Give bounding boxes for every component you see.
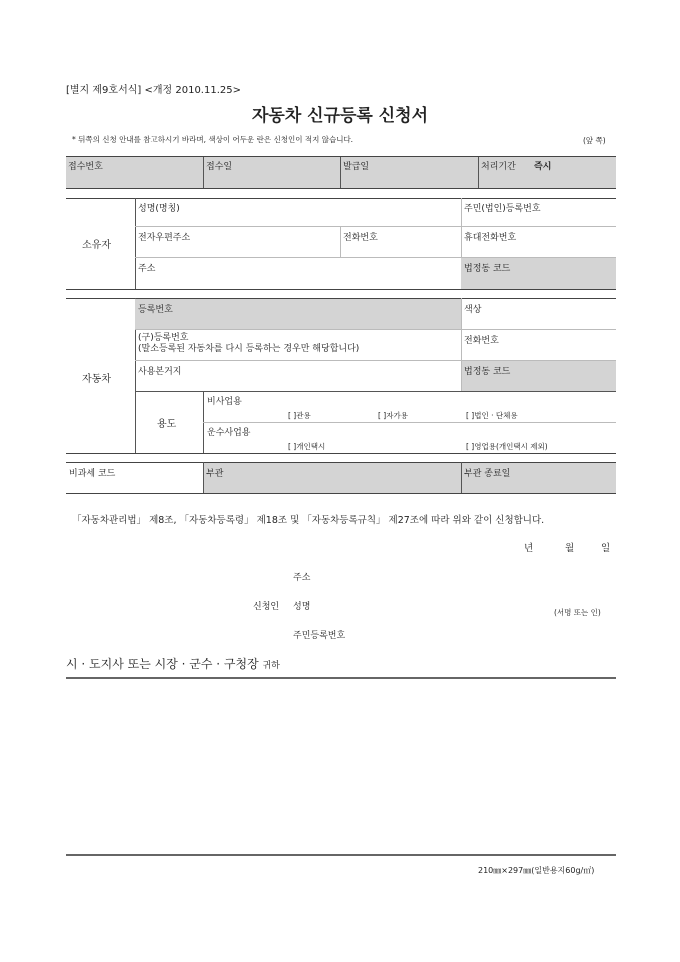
issue-date-label: 발급일 (343, 162, 370, 172)
owner-section-label: 소유자 (82, 240, 111, 251)
option-taxi[interactable]: [ ]개인택시 (288, 442, 326, 451)
vehicle-phone-field[interactable] (461, 330, 616, 360)
tax-code-label: 비과세 코드 (69, 469, 116, 479)
old-reg-note: (말소등록된 자동차를 다시 등록하는 경우만 해당합니다) (138, 344, 360, 354)
recipient (66, 655, 280, 672)
statement: 「자동차관리법」 제8조, 「자동차등록령」 제18조 및 「자동차등록규칙」 제27조에 따라 위와 같이 신청합니다. (72, 515, 545, 526)
owner-id-field[interactable] (461, 198, 616, 226)
old-reg-label: (구)등록번호 (138, 333, 189, 343)
note: * 뒤쪽의 신청 안내를 참고하시기 바라며, 색상이 어두운 란은 신청인이 적지 않습니다. (72, 135, 354, 144)
recipient-suffix: 귀하 (262, 661, 280, 671)
divider (66, 854, 616, 856)
condition-end-field (461, 463, 616, 493)
owner-email-field[interactable] (135, 227, 340, 257)
applicant-name-label: 성명 (293, 602, 311, 612)
paper-size: 210㎜×297㎜(일반용지60g/㎡) (478, 866, 595, 875)
base-location-field[interactable] (135, 361, 461, 391)
receipt-no-label: 접수번호 (68, 162, 103, 172)
owner-name-label: 성명(명칭) (138, 204, 180, 214)
date-month: 월 (565, 543, 575, 554)
reg-number-field (135, 299, 461, 329)
condition-field (203, 463, 461, 493)
period-value: 즉시 (534, 162, 552, 172)
option-private[interactable]: [ ]자가용 (378, 411, 408, 420)
receipt-date-label: 접수일 (206, 162, 233, 172)
old-reg-field[interactable] (135, 330, 461, 360)
biz-label: 운수사업용 (207, 428, 251, 438)
vehicle-code-field (461, 361, 616, 391)
owner-name-field[interactable] (135, 198, 461, 226)
side-label: (앞 쪽) (583, 136, 606, 145)
period-label: 처리기간 (481, 162, 516, 172)
condition-end-label: 부관 종료일 (464, 469, 511, 479)
applicant-label: 신청인 (253, 602, 280, 612)
color-field[interactable] (461, 299, 616, 329)
owner-phone-label: 전화번호 (343, 233, 378, 243)
date-year: 년 (524, 543, 534, 554)
owner-mobile-field[interactable] (461, 227, 616, 257)
applicant-address-label: 주소 (293, 573, 311, 583)
tax-code-field (66, 463, 203, 493)
applicant-id-label: 주민등록번호 (293, 631, 346, 641)
vehicle-code-label: 법정동 코드 (464, 367, 511, 377)
vehicle-phone-label: 전화번호 (464, 336, 499, 346)
owner-code-label: 법정동 코드 (464, 264, 511, 274)
owner-phone-field[interactable] (340, 227, 461, 257)
owner-code-field (461, 258, 616, 289)
owner-address-label: 주소 (138, 264, 156, 274)
condition-label: 부관 (206, 469, 224, 479)
owner-email-label: 전자우편주소 (138, 233, 191, 243)
vehicle-section-label: 자동차 (82, 374, 111, 385)
use-label: 용도 (157, 419, 177, 430)
owner-address-field[interactable] (135, 258, 461, 289)
base-location-label: 사용본거지 (138, 367, 182, 377)
color-label: 색상 (464, 305, 482, 315)
option-gov[interactable]: [ ]관용 (288, 411, 311, 420)
owner-id-label: 주민(법인)등록번호 (464, 204, 541, 214)
option-commercial[interactable]: [ ]영업용(개인택시 제외) (466, 442, 548, 451)
recipient-name: 시 · 도지사 또는 시장 · 군수 · 구청장 (66, 657, 259, 671)
signature-label: (서명 또는 인) (554, 608, 601, 617)
form-number: [별지 제9호서식] <개정 2010.11.25> (66, 85, 241, 96)
nonbiz-label: 비사업용 (207, 397, 242, 407)
option-corp[interactable]: [ ]법인 · 단체용 (466, 411, 518, 420)
reg-number-label: 등록번호 (138, 305, 173, 315)
page-title: 자동차 신규등록 신청서 (251, 106, 429, 126)
date-day: 일 (601, 543, 611, 554)
divider (66, 677, 616, 679)
owner-mobile-label: 휴대전화번호 (464, 233, 517, 243)
